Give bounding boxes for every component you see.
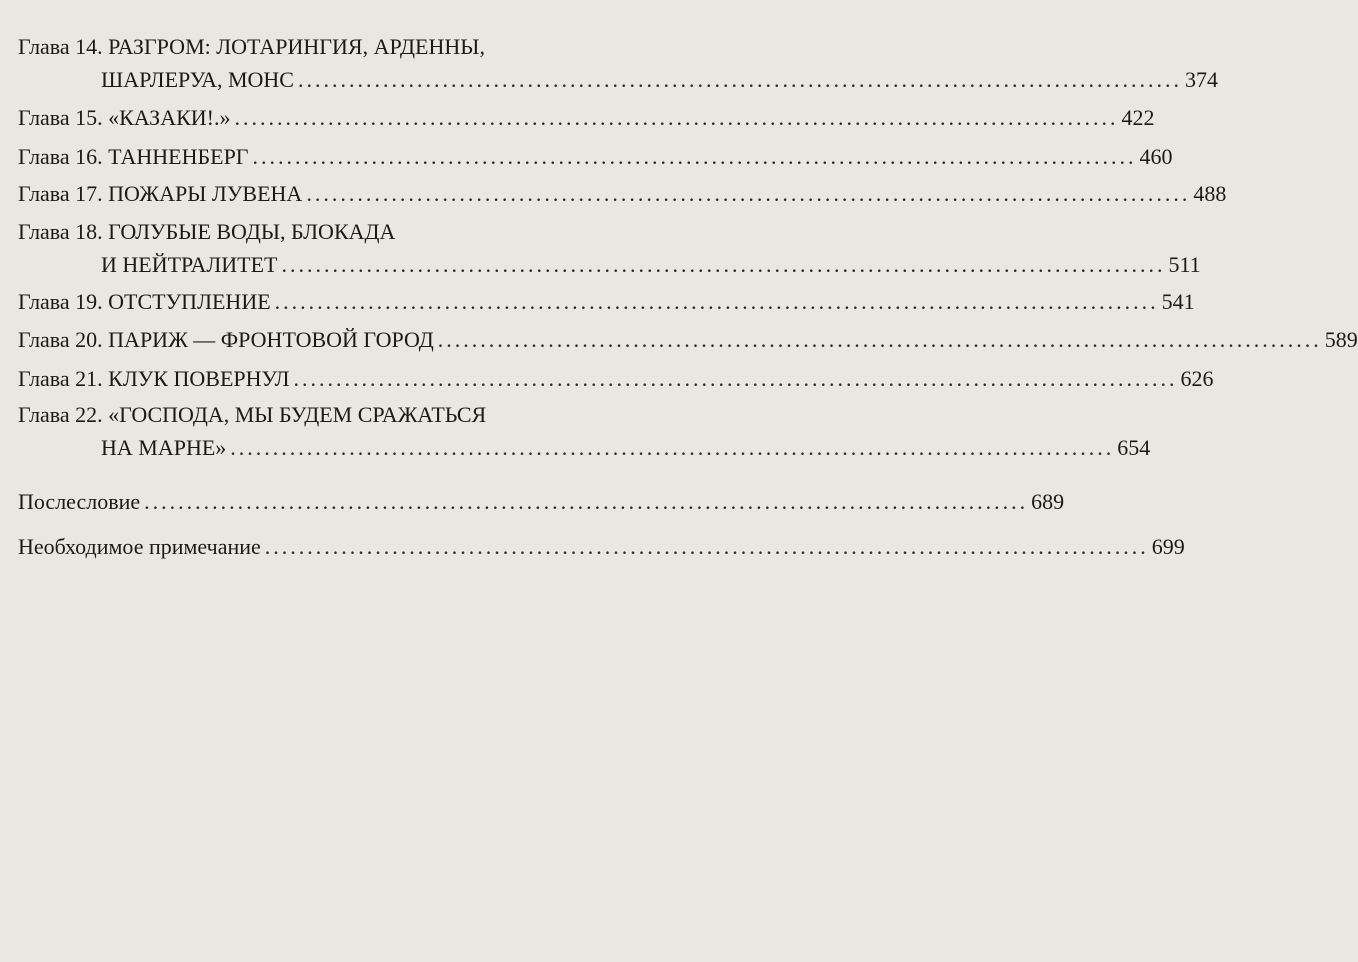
dot-leader: ........................................................................................................ xyxy=(297,67,1182,92)
toc-entry-title-line: Глава 20. ПАРИЖ — ФРОНТОВОЙ ГОРОД xyxy=(18,323,438,356)
toc-page-number: 589 xyxy=(1322,323,1358,356)
toc-page-number: 488 xyxy=(1190,177,1226,210)
dot-leader: ........................................................................................................ xyxy=(306,181,1191,206)
toc-entry-title-line: Глава 16. ТАННЕНБЕРГ xyxy=(18,140,253,173)
dot-leader: ........................................................................................................ xyxy=(274,289,1159,314)
toc-page-number: 422 xyxy=(1118,101,1154,134)
toc-entry xyxy=(18,215,1201,281)
toc-entry xyxy=(18,485,1065,518)
toc-entry xyxy=(18,530,1185,563)
dot-leader: ........................................................................................................ xyxy=(281,252,1166,277)
toc-entry-title-line: Глава 21. КЛУК ПОВЕРНУЛ xyxy=(18,362,294,395)
toc-page-number: 511 xyxy=(1165,248,1200,281)
toc-entry xyxy=(18,140,1173,173)
toc-entry-title-line: И НЕЙТРАЛИТЕТ xyxy=(101,248,281,281)
toc-page-number: 460 xyxy=(1137,140,1173,173)
toc-entry-title-line: Глава 22. «ГОСПОДА, МЫ БУДЕМ СРАЖАТЬСЯ xyxy=(18,402,487,427)
toc-entry-title-line: ШАРЛЕРУА, МОНС xyxy=(101,63,298,96)
dot-leader: ........................................................................................................ xyxy=(230,435,1115,460)
toc-entry xyxy=(18,177,1227,210)
toc-entry xyxy=(18,362,1214,395)
toc-entry-title-line: Послесловие xyxy=(18,485,144,518)
dot-leader: ........................................................................................................ xyxy=(234,105,1119,130)
toc-entry xyxy=(18,285,1195,318)
toc-entry xyxy=(18,30,1218,96)
dot-leader: ........................................................................................................ xyxy=(264,534,1149,559)
toc-entry-title-line: Глава 17. ПОЖАРЫ ЛУВЕНА xyxy=(18,177,306,210)
toc-page-number: 626 xyxy=(1178,362,1214,395)
toc-page-number: 541 xyxy=(1159,285,1195,318)
toc-entry-title-line: Глава 18. ГОЛУБЫЕ ВОДЫ, БЛОКАДА xyxy=(18,219,396,244)
dot-leader: ........................................................................................................ xyxy=(293,366,1178,391)
dot-leader: ........................................................................................................ xyxy=(252,144,1137,169)
toc-page-number: 699 xyxy=(1149,530,1185,563)
toc-page-number: 654 xyxy=(1114,431,1150,464)
toc-entry-title-line: НА МАРНЕ» xyxy=(101,431,230,464)
dot-leader: ........................................................................................................ xyxy=(144,489,1029,514)
dot-leader: ........................................................................................................ xyxy=(437,327,1322,352)
toc-entry-title-line: Глава 14. РАЗГРОМ: ЛОТАРИНГИЯ, АРДЕННЫ, xyxy=(18,34,485,59)
toc-entry-title-line: Необходимое примечание xyxy=(18,530,265,563)
toc-page-number: 374 xyxy=(1182,63,1218,96)
toc-entry xyxy=(18,101,1155,134)
toc-entry xyxy=(18,323,1358,356)
toc-entry xyxy=(18,398,1151,464)
toc-entry-title-line: Глава 15. «КАЗАКИ!.» xyxy=(18,101,234,134)
toc-entry-title-line: Глава 19. ОТСТУПЛЕНИЕ xyxy=(18,285,275,318)
toc-page-number: 689 xyxy=(1028,485,1064,518)
